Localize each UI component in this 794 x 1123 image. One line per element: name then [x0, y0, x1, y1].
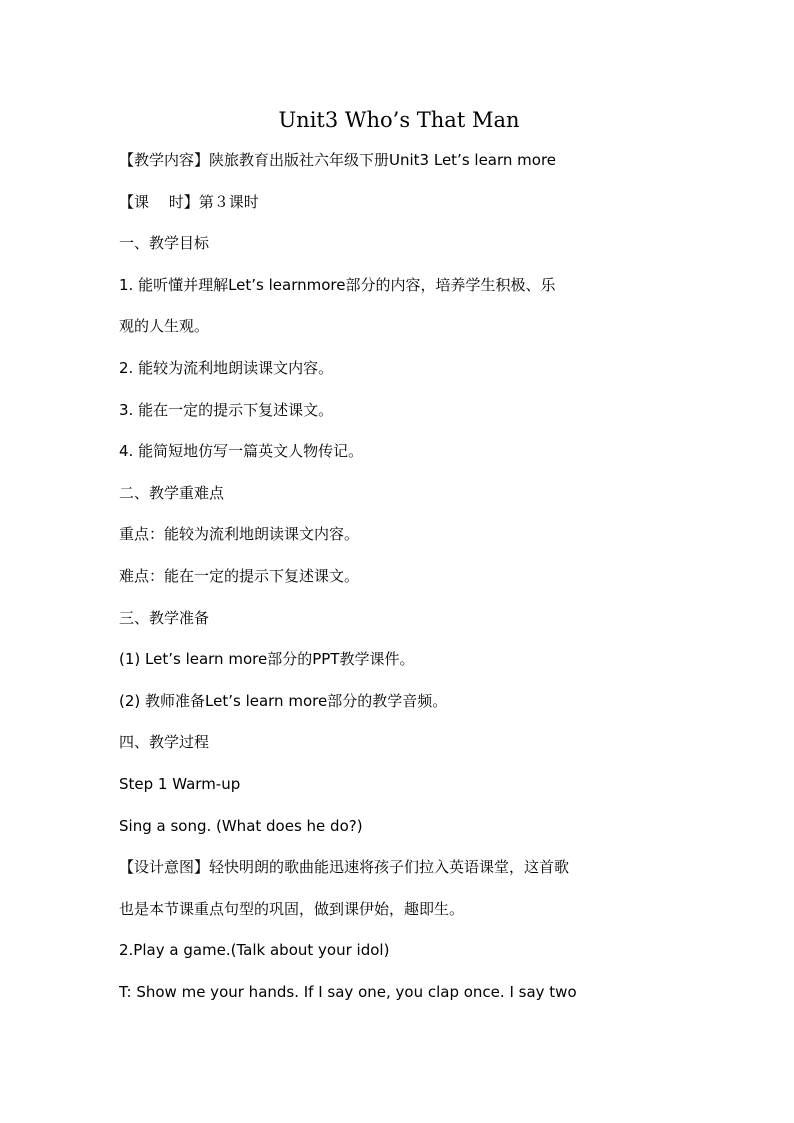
objective-item-1-continued: 观的人生观。	[119, 317, 210, 336]
objective-item-3: 3. 能在一定的提示下复述课文。	[119, 400, 334, 419]
preparation-item-1: (1) Let’s learn more部分的PPT教学课件。	[119, 650, 415, 669]
design-intent-line-continued: 也是本节课重点句型的巩固，做到课伊始，趣即生。	[119, 899, 465, 918]
class-period-line: 【课 时】第３课时	[119, 192, 259, 211]
difficult-point-line: 难点：能在一定的提示下复述课文。	[119, 566, 360, 585]
activity-line-song: Sing a song. (What does he do?)	[119, 816, 363, 835]
document-title: Unit3 Who’s That Man	[278, 108, 520, 132]
preparation-item-2: (2) 教师准备Let’s learn more部分的教学音频。	[119, 691, 448, 710]
document-body	[119, 100, 679, 1013]
section-heading-key-points: 二、教学重难点	[119, 483, 225, 502]
section-heading-process: 四、教学过程	[119, 733, 210, 752]
design-intent-line: 【设计意图】轻快明朗的歌曲能迅速将孩子们拉入英语课堂，这首歌	[119, 858, 570, 877]
activity-line-game: 2.Play a game.(Talk about your idol)	[119, 941, 390, 960]
key-point-line: 重点：能较为流利地朗读课文内容。	[119, 525, 360, 544]
step-heading: Step 1 Warm-up	[119, 774, 241, 793]
teacher-instruction-line: T: Show me your hands. If I say one, you clap once. I say two	[119, 982, 577, 1001]
objective-item-4: 4. 能简短地仿写一篇英文人物传记。	[119, 442, 364, 461]
section-heading-preparation: 三、教学准备	[119, 608, 210, 627]
section-heading-objectives: 一、教学目标	[119, 234, 210, 253]
objective-item-1: 1. 能听懂并理解Let’s learnmore部分的内容，培养学生积极、乐	[119, 275, 556, 294]
teaching-content-line: 【教学内容】陕旅教育出版社六年级下册Unit3 Let’s learn more	[119, 151, 557, 169]
objective-item-2: 2. 能较为流利地朗读课文内容。	[119, 358, 334, 377]
